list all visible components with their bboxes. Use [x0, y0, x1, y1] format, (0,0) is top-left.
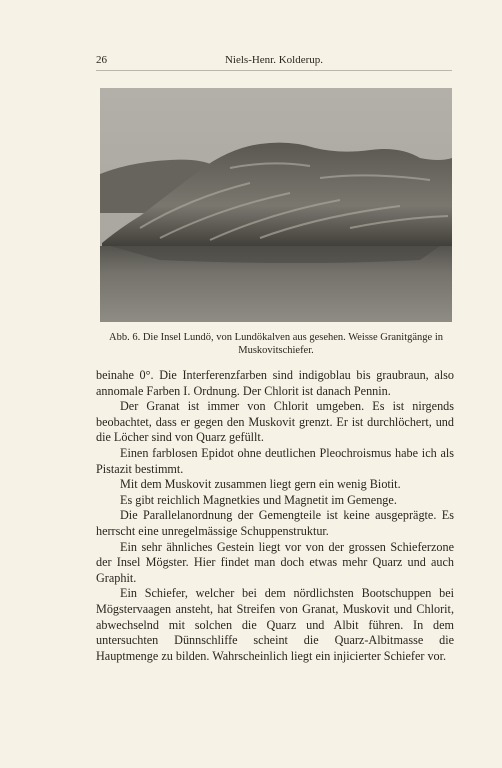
paragraph: Ein Schiefer, welcher bei dem nördlichsten Bootschuppen bei Mögstervaagen ansteht, hat Streifen von Granat, Muskovit und Chlorit, abwechselnd mit solchen die Quarz und Albit führen. In dem untersuchten Dünnschliffe scheint die Quarz-Albitmasse die Hauptmenge zu bilden. Wahrscheinlich liegt ein injicierter Schiefer vor.: [96, 586, 454, 663]
paragraph: Mit dem Muskovit zusammen liegt gern ein wenig Biotit.: [120, 477, 401, 492]
paragraph: Einen farblosen Epidot ohne deutlichen Pleochroismus habe ich als Pistazit bestimmt.: [96, 445, 454, 476]
figure-caption: Abb. 6. Die Insel Lundö, von Lundökalven aus gesehen. Weisse Granitgänge in Muskovitschiefer.: [108, 332, 443, 356]
paragraph: beinahe 0°. Die Interferenzfarben sind indigoblau bis graubraun, also annomale Farben I. Ordnung. Der Chlorit ist danach Pennin.: [96, 368, 454, 398]
figure-photograph: [100, 88, 452, 322]
island-photo: [100, 88, 452, 322]
running-head: Niels-Henr. Kolderup.: [224, 54, 324, 66]
header-rule: [96, 70, 452, 71]
page-header: [96, 54, 452, 72]
paragraph: Die Parallelanordnung der Gemengteile ist keine ausgeprägte. Es herrscht eine unregelmässige Schuppenstruktur.: [96, 508, 454, 538]
body-text: [96, 368, 454, 664]
paragraph: Es gibt reichlich Magnetkies und Magnetit im Gemenge.: [120, 492, 397, 507]
paragraph: Ein sehr ähnliches Gestein liegt vor von der grossen Schieferzone der Insel Mögster. Hier findet man doch etwas mehr Quarz und auch Graphit.: [96, 539, 454, 585]
paragraph: Der Granat ist immer von Chlorit umgeben. Es ist nirgends beobachtet, dass er gegen den Muskovit grenzt. Er ist durchlöchert, und die Löcher sind von Quarz gefüllt.: [96, 399, 454, 445]
page-number: 26: [96, 54, 107, 66]
